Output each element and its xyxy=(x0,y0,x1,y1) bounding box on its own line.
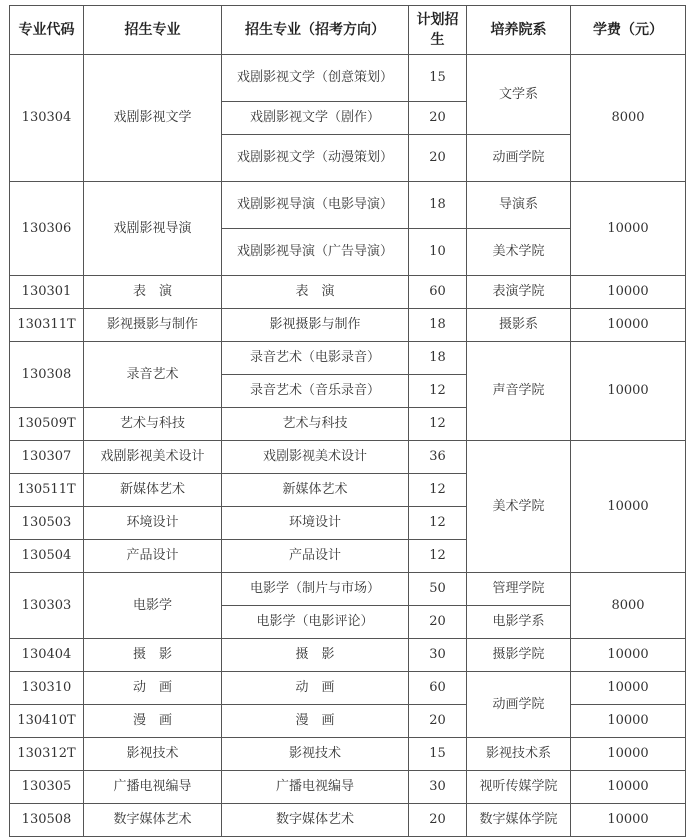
dept-cell: 数字媒体学院 xyxy=(467,804,571,837)
code-cell: 130303 xyxy=(10,573,84,639)
plan-cell: 20 xyxy=(409,135,467,182)
fee-cell: 10000 xyxy=(571,441,686,573)
table-row xyxy=(10,441,686,474)
header-code: 专业代码 xyxy=(10,6,84,55)
direction-cell: 摄 影 xyxy=(222,639,409,672)
header-major: 招生专业 xyxy=(84,6,222,55)
major-cell: 广播电视编导 xyxy=(84,771,222,804)
direction-cell: 产品设计 xyxy=(222,540,409,573)
enrollment-table xyxy=(9,5,686,837)
table-row xyxy=(10,771,686,804)
direction-cell: 戏剧影视文学（剧作） xyxy=(222,102,409,135)
table-row xyxy=(10,573,686,606)
plan-cell: 60 xyxy=(409,672,467,705)
dept-cell: 美术学院 xyxy=(467,441,571,573)
direction-cell: 戏剧影视美术设计 xyxy=(222,441,409,474)
plan-cell: 20 xyxy=(409,102,467,135)
table-row xyxy=(10,182,686,229)
major-cell: 产品设计 xyxy=(84,540,222,573)
plan-cell: 10 xyxy=(409,229,467,276)
plan-cell: 20 xyxy=(409,804,467,837)
code-cell: 130311T xyxy=(10,309,84,342)
fee-cell: 10000 xyxy=(571,705,686,738)
major-cell: 影视摄影与制作 xyxy=(84,309,222,342)
code-cell: 130305 xyxy=(10,771,84,804)
code-cell: 130509T xyxy=(10,408,84,441)
major-cell: 戏剧影视文学 xyxy=(84,55,222,182)
plan-cell: 30 xyxy=(409,771,467,804)
dept-cell: 声音学院 xyxy=(467,342,571,441)
plan-cell: 12 xyxy=(409,474,467,507)
fee-cell: 10000 xyxy=(571,182,686,276)
dept-cell: 动画学院 xyxy=(467,672,571,738)
direction-cell: 广播电视编导 xyxy=(222,771,409,804)
direction-cell: 影视摄影与制作 xyxy=(222,309,409,342)
direction-cell: 新媒体艺术 xyxy=(222,474,409,507)
header-plan: 计划招生 xyxy=(409,6,467,55)
major-cell: 表 演 xyxy=(84,276,222,309)
fee-cell: 10000 xyxy=(571,672,686,705)
plan-cell: 18 xyxy=(409,309,467,342)
dept-cell: 视听传媒学院 xyxy=(467,771,571,804)
code-cell: 130307 xyxy=(10,441,84,474)
direction-cell: 动 画 xyxy=(222,672,409,705)
code-cell: 130306 xyxy=(10,182,84,276)
direction-cell: 电影学（制片与市场） xyxy=(222,573,409,606)
direction-cell: 电影学（电影评论） xyxy=(222,606,409,639)
dept-cell: 摄影系 xyxy=(467,309,571,342)
major-cell: 环境设计 xyxy=(84,507,222,540)
code-cell: 130508 xyxy=(10,804,84,837)
major-cell: 影视技术 xyxy=(84,738,222,771)
dept-cell: 影视技术系 xyxy=(467,738,571,771)
plan-cell: 36 xyxy=(409,441,467,474)
plan-cell: 12 xyxy=(409,507,467,540)
dept-cell: 导演系 xyxy=(467,182,571,229)
plan-cell: 18 xyxy=(409,182,467,229)
major-cell: 动 画 xyxy=(84,672,222,705)
code-cell: 130308 xyxy=(10,342,84,408)
plan-cell: 20 xyxy=(409,606,467,639)
plan-cell: 15 xyxy=(409,55,467,102)
dept-cell: 美术学院 xyxy=(467,229,571,276)
plan-cell: 15 xyxy=(409,738,467,771)
direction-cell: 戏剧影视文学（创意策划） xyxy=(222,55,409,102)
dept-cell: 文学系 xyxy=(467,55,571,135)
major-cell: 戏剧影视导演 xyxy=(84,182,222,276)
direction-cell: 戏剧影视导演（广告导演） xyxy=(222,229,409,276)
direction-cell: 影视技术 xyxy=(222,738,409,771)
fee-cell: 10000 xyxy=(571,738,686,771)
plan-cell: 12 xyxy=(409,375,467,408)
code-cell: 130404 xyxy=(10,639,84,672)
plan-cell: 20 xyxy=(409,705,467,738)
fee-cell: 8000 xyxy=(571,55,686,182)
code-cell: 130312T xyxy=(10,738,84,771)
header-dept: 培养院系 xyxy=(467,6,571,55)
header-fee: 学费（元） xyxy=(571,6,686,55)
fee-cell: 10000 xyxy=(571,342,686,441)
plan-cell: 50 xyxy=(409,573,467,606)
direction-cell: 漫 画 xyxy=(222,705,409,738)
table-row xyxy=(10,309,686,342)
table-row xyxy=(10,804,686,837)
major-cell: 数字媒体艺术 xyxy=(84,804,222,837)
direction-cell: 录音艺术（电影录音） xyxy=(222,342,409,375)
fee-cell: 8000 xyxy=(571,573,686,639)
table-row xyxy=(10,672,686,705)
code-cell: 130304 xyxy=(10,55,84,182)
code-cell: 130511T xyxy=(10,474,84,507)
direction-cell: 表 演 xyxy=(222,276,409,309)
major-cell: 戏剧影视美术设计 xyxy=(84,441,222,474)
plan-cell: 30 xyxy=(409,639,467,672)
table-row xyxy=(10,55,686,102)
dept-cell: 电影学系 xyxy=(467,606,571,639)
table-row xyxy=(10,705,686,738)
fee-cell: 10000 xyxy=(571,804,686,837)
table-row xyxy=(10,276,686,309)
header-direction: 招生专业（招考方向） xyxy=(222,6,409,55)
dept-cell: 动画学院 xyxy=(467,135,571,182)
code-cell: 130410T xyxy=(10,705,84,738)
dept-cell: 管理学院 xyxy=(467,573,571,606)
dept-cell: 表演学院 xyxy=(467,276,571,309)
major-cell: 录音艺术 xyxy=(84,342,222,408)
plan-cell: 60 xyxy=(409,276,467,309)
code-cell: 130504 xyxy=(10,540,84,573)
direction-cell: 戏剧影视文学（动漫策划） xyxy=(222,135,409,182)
fee-cell: 10000 xyxy=(571,276,686,309)
code-cell: 130310 xyxy=(10,672,84,705)
major-cell: 摄 影 xyxy=(84,639,222,672)
plan-cell: 12 xyxy=(409,408,467,441)
table-row xyxy=(10,738,686,771)
direction-cell: 艺术与科技 xyxy=(222,408,409,441)
major-cell: 艺术与科技 xyxy=(84,408,222,441)
major-cell: 电影学 xyxy=(84,573,222,639)
plan-cell: 18 xyxy=(409,342,467,375)
fee-cell: 10000 xyxy=(571,771,686,804)
major-cell: 新媒体艺术 xyxy=(84,474,222,507)
direction-cell: 戏剧影视导演（电影导演） xyxy=(222,182,409,229)
header-row xyxy=(10,6,686,55)
table-row xyxy=(10,639,686,672)
fee-cell: 10000 xyxy=(571,309,686,342)
table-row xyxy=(10,342,686,375)
direction-cell: 录音艺术（音乐录音） xyxy=(222,375,409,408)
plan-cell: 12 xyxy=(409,540,467,573)
direction-cell: 数字媒体艺术 xyxy=(222,804,409,837)
fee-cell: 10000 xyxy=(571,639,686,672)
code-cell: 130503 xyxy=(10,507,84,540)
major-cell: 漫 画 xyxy=(84,705,222,738)
direction-cell: 环境设计 xyxy=(222,507,409,540)
dept-cell: 摄影学院 xyxy=(467,639,571,672)
code-cell: 130301 xyxy=(10,276,84,309)
